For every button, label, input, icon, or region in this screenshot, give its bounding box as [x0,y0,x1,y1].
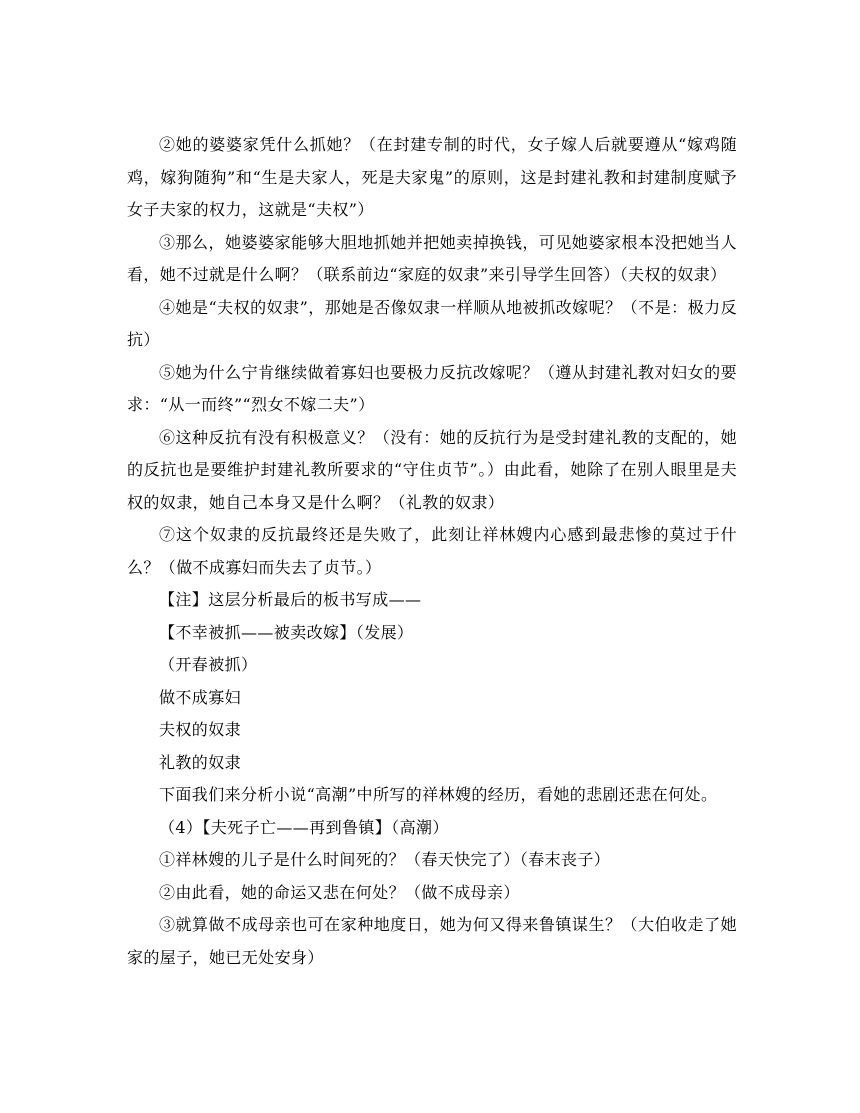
document-body [127,129,737,974]
paragraph-question-6: ⑥这种反抗有没有积极意义？（没有：她的反抗行为是受封建礼教的支配的，她的反抗也是要维护封建礼教所要求的“守住贞节”。）由此看，她除了在别人眼里是夫权的奴隶，她自己本身又是什么啊？（礼教的奴隶） [127,427,737,512]
section-heading-climax: （4）【夫死子亡——再到鲁镇】（高潮） [159,817,449,837]
paragraph-question-3: ③那么，她婆婆家能够大胆地抓她并把她卖掉换钱，可见她婆家根本没把她当人看，她不过就是什么啊？（联系前边“家庭的奴隶”来引导学生回答）（夫权的奴隶） [127,232,737,284]
paragraph-transition: 下面我们来分析小说“高潮”中所写的祥林嫂的经历，看她的悲剧还悲在何处。 [159,785,718,804]
board-heading-development: 【不幸被抓——被卖改嫁】（发展） [159,622,414,642]
paragraph-question-7: ⑦这个奴隶的反抗最终还是失败了，此刻让祥林嫂内心感到最悲惨的莫过于什么？（做不成寡妇而失去了贞节。） [127,525,737,577]
paragraph-question-2: ②她的婆婆家凭什么抓她？（在封建专制的时代，女子嫁人后就要遵从“嫁鸡随鸡，嫁狗随狗”和“生是夫家人，死是夫家鬼”的原则，这是封建礼教和封建制度赋予女子夫家的权力，这就是“夫权”） [127,135,737,219]
board-line-not-widow: 做不成寡妇 [159,687,242,707]
paragraph-note: 【注】这层分析最后的板书写成—— [159,590,422,609]
board-line-ethics-slave: 礼教的奴隶 [159,752,242,772]
paragraph-climax-question-1: ①祥林嫂的儿子是什么时间死的？（春天快完了）（春末丧子） [159,850,611,869]
paragraph-question-4: ④她是“夫权的奴隶”，那她是否像奴隶一样顺从地被抓改嫁呢？（不是：极力反抗） [127,297,737,349]
paragraph-climax-question-2: ②由此看，她的命运又悲在何处？（做不成母亲） [159,882,520,902]
board-line-husband-slave: 夫权的奴隶 [159,720,242,739]
board-line-spring-capture: （开春被抓） [159,655,258,674]
paragraph-climax-question-3: ③就算做不成母亲也可在家种地度日，她为何又得来鲁镇谋生？（大伯收走了她家的屋子，她已无处安身） [127,915,737,967]
paragraph-question-5: ⑤她为什么宁肯继续做着寡妇也要极力反抗改嫁呢？（遵从封建礼教对妇女的要求：“从一而终”“烈女不嫁二夫”） [127,362,737,414]
